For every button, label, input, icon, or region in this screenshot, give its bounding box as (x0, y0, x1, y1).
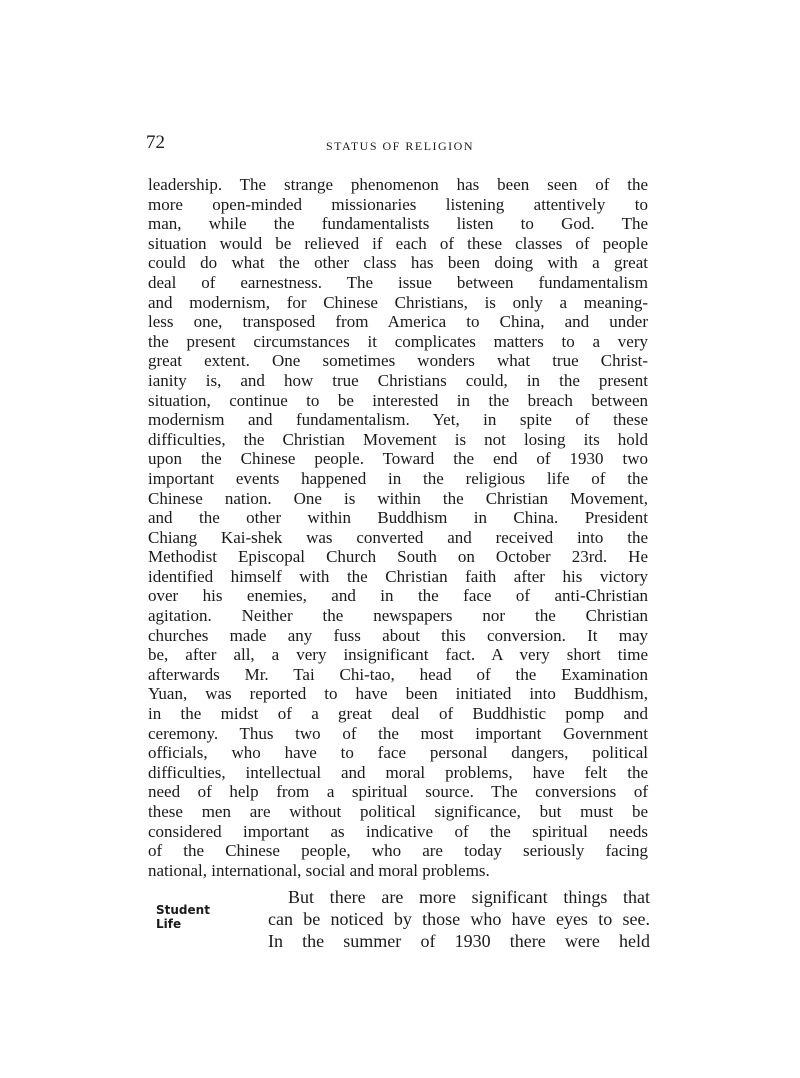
text-line: upon the Chinese people. Toward the end of 1930 two (148, 449, 648, 469)
text-line: and modernism, for Chinese Christians, is only a meaning- (148, 292, 648, 312)
text-line: Yuan, was reported to have been initiated into Buddhism, (148, 684, 648, 704)
text-line: modernism and fundamentalism. Yet, in spite of these (148, 410, 648, 430)
text-line: national, international, social and moral problems. (148, 860, 490, 880)
text-line: situation, continue to be interested in the breach between (148, 390, 648, 410)
text-line: great extent. One sometimes wonders what true Christ- (148, 351, 648, 371)
text-line: deal of earnestness. The issue between fundamentalism (148, 272, 648, 292)
text-line: But there are more significant things that (288, 887, 650, 907)
text-line: afterwards Mr. Tai Chi-tao, head of the Examination (148, 664, 648, 684)
text-line: In the summer of 1930 there were held (268, 931, 650, 951)
page-number: 72 (146, 132, 165, 153)
text-line: be, after all, a very insignificant fact. A very short time (148, 645, 648, 665)
section-paragraph (268, 886, 650, 952)
text-line: churches made any fuss about this conversion. It may (148, 625, 648, 645)
text-line: officials, who have to face personal dangers, political (148, 743, 648, 763)
text-line: can be noticed by those who have eyes to see. (268, 909, 650, 929)
text-line: over his enemies, and in the face of anti-Christian (148, 586, 648, 606)
text-line: agitation. Neither the newspapers nor the Christian (148, 606, 648, 626)
text-line: could do what the other class has been doing with a great (148, 253, 648, 273)
text-line: Methodist Episcopal Church South on October 23rd. He (148, 547, 648, 567)
text-line: of the Chinese people, who are today seriously facing (148, 841, 648, 861)
text-line: in the midst of a great deal of Buddhistic pomp and (148, 704, 648, 724)
text-line: difficulties, intellectual and moral problems, have felt the (148, 762, 648, 782)
text-line: Chinese nation. One is within the Christian Movement, (148, 488, 648, 508)
text-line: need of help from a spiritual source. The conversions of (148, 782, 648, 802)
text-line: these men are without political significance, but must be (148, 802, 648, 821)
text-line: the present circumstances it complicates matters to a very (148, 331, 648, 351)
margin-note-line: Student (156, 903, 210, 917)
text-line: leadership. The strange phenomenon has been seen of the (148, 175, 648, 194)
text-line: difficulties, the Christian Movement is not losing its hold (148, 429, 648, 449)
text-line: ceremony. Thus two of the most important Government (148, 723, 648, 743)
text-line: important events happened in the religious life of the (148, 468, 648, 488)
text-line: and the other within Buddhism in China. President (148, 508, 648, 528)
text-line: situation would be relieved if each of these classes of people (148, 233, 648, 253)
body-text (148, 175, 648, 880)
text-line: more open-minded missionaries listening attentively to (148, 194, 648, 214)
text-line: ianity is, and how true Christians could, in the present (148, 370, 648, 390)
margin-note-line: Life (156, 917, 182, 931)
text-line: considered important as indicative of the spiritual needs (148, 821, 648, 841)
text-line: identified himself with the Christian faith after his victory (148, 566, 648, 586)
text-line: man, while the fundamentalists listen to God. The (148, 214, 648, 234)
text-line: less one, transposed from America to China, and under (148, 312, 648, 332)
running-head: STATUS OF RELIGION (325, 139, 475, 153)
margin-note (156, 903, 246, 931)
text-line: Chiang Kai-shek was converted and received into the (148, 527, 648, 547)
